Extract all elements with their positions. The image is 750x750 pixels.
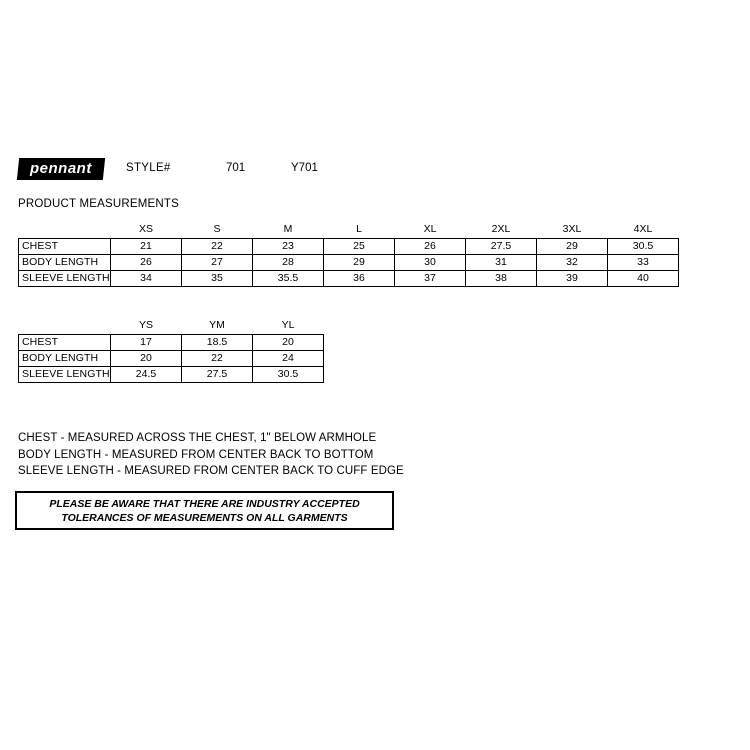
- table-row: [19, 271, 679, 287]
- column-header: XS: [138, 223, 153, 235]
- page-title: PRODUCT MEASUREMENTS: [18, 198, 179, 210]
- brand-logo-text: pennant: [30, 160, 92, 177]
- measurement-cell: 38: [466, 271, 537, 287]
- column-header: YL: [281, 319, 295, 331]
- style-number-label: STYLE#: [126, 162, 171, 174]
- brand-logo: [17, 158, 105, 180]
- measurement-cell: 30.5: [608, 239, 679, 255]
- row-label: BODY LENGTH: [19, 351, 111, 367]
- measurement-cell: 18.5: [182, 335, 253, 351]
- measurement-cell: 25: [324, 239, 395, 255]
- measurement-cell: 24.5: [111, 367, 182, 383]
- column-header: YS: [138, 319, 153, 331]
- measurement-cell: 26: [395, 239, 466, 255]
- table-header-row: [19, 318, 324, 335]
- row-label: CHEST: [19, 239, 111, 255]
- row-label: SLEEVE LENGTH: [19, 271, 111, 287]
- adult-table-body: [19, 222, 679, 287]
- measurement-cell: 30: [395, 255, 466, 271]
- table-row: [19, 351, 324, 367]
- measurement-cell: 36: [324, 271, 395, 287]
- measurement-cell: 26: [111, 255, 182, 271]
- measurement-cell: 34: [111, 271, 182, 287]
- measurement-cell: 40: [608, 271, 679, 287]
- table-row: [19, 367, 324, 383]
- row-label: SLEEVE LENGTH: [19, 367, 111, 383]
- measurement-cell: 30.5: [253, 367, 324, 383]
- column-header: S: [213, 223, 221, 235]
- table-header-corner: [19, 318, 111, 335]
- measurement-cell: 23: [253, 239, 324, 255]
- measurement-cell: 39: [537, 271, 608, 287]
- measurement-cell: 29: [324, 255, 395, 271]
- measurement-cell: 27.5: [182, 367, 253, 383]
- measurement-cell: 31: [466, 255, 537, 271]
- row-label: BODY LENGTH: [19, 255, 111, 271]
- table-header-corner: [19, 222, 111, 239]
- measurement-cell: 22: [182, 351, 253, 367]
- measurement-notes: [18, 430, 404, 480]
- measurement-cell: 28: [253, 255, 324, 271]
- measurement-cell: 33: [608, 255, 679, 271]
- column-header: 3XL: [562, 223, 582, 235]
- measurement-cell: 37: [395, 271, 466, 287]
- column-header: YM: [209, 319, 225, 331]
- measurement-cell: 35: [182, 271, 253, 287]
- measurement-cell: 21: [111, 239, 182, 255]
- adult-size-table: [18, 222, 679, 287]
- style-number-adult: 701: [226, 162, 246, 174]
- note-sleeve-length: SLEEVE LENGTH - MEASURED FROM CENTER BACK TO CUFF EDGE: [18, 465, 404, 477]
- table-row: [19, 239, 679, 255]
- style-number-youth: Y701: [291, 162, 318, 174]
- table-row: [19, 255, 679, 271]
- measurement-cell: 27: [182, 255, 253, 271]
- measurement-cell: 27.5: [466, 239, 537, 255]
- note-chest: CHEST - MEASURED ACROSS THE CHEST, 1" BELOW ARMHOLE: [18, 432, 377, 444]
- column-header: L: [356, 223, 362, 235]
- measurement-cell: 32: [537, 255, 608, 271]
- column-header: 4XL: [633, 223, 653, 235]
- table-row: [19, 335, 324, 351]
- measurement-cell: 17: [111, 335, 182, 351]
- measurement-cell: 22: [182, 239, 253, 255]
- measurement-cell: 29: [537, 239, 608, 255]
- column-header: XL: [423, 223, 437, 235]
- youth-table-body: [19, 318, 324, 383]
- note-body-length: BODY LENGTH - MEASURED FROM CENTER BACK TO BOTTOM: [18, 448, 374, 461]
- column-header: M: [283, 223, 293, 235]
- tolerance-disclaimer: [15, 491, 394, 530]
- measurement-cell: 20: [111, 351, 182, 367]
- header: [18, 158, 718, 182]
- table-header-row: [19, 222, 679, 239]
- disclaimer-line-1: PLEASE BE AWARE THAT THERE ARE INDUSTRY ACCEPTED: [49, 497, 360, 510]
- disclaimer-line-2: TOLERANCES OF MEASUREMENTS ON ALL GARMENTS: [61, 511, 348, 524]
- row-label: CHEST: [19, 335, 111, 351]
- youth-size-table: [18, 318, 324, 383]
- measurement-cell: 20: [253, 335, 324, 351]
- measurement-cell: 35.5: [253, 271, 324, 287]
- column-header: 2XL: [491, 223, 511, 235]
- measurement-cell: 24: [253, 351, 324, 367]
